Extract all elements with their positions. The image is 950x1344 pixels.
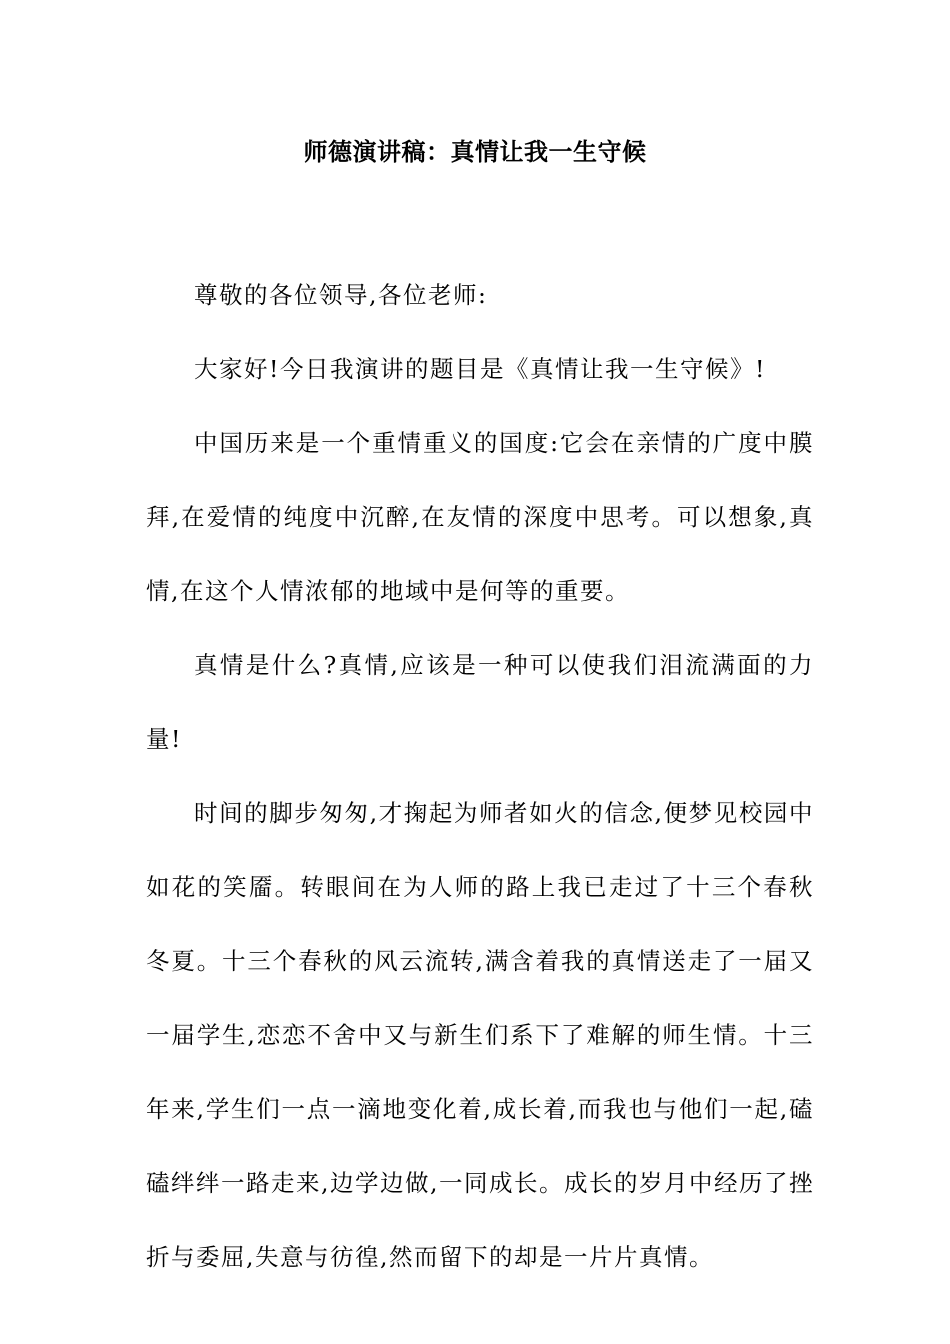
document-title: 师德演讲稿：真情让我一生守候 [303, 137, 647, 166]
paragraph-thirteen-years: 时间的脚步匆匆,才掬起为师者如火的信念,便梦见校园中如花的笑靥。转眼间在为人师的路上我已走过了十三个春秋冬夏。十三个春秋的风云流转,满含着我的真情送走了一届又一届学生,恋恋不舍中又与新生们系下了难解的师生情。十三年来,学生们一点一滴地变化着,成长着,而我也与他们一起,磕磕绊绊一路走来,边学边做,一同成长。成长的岁月中经历了挫折与委屈,失意与彷徨,然而留下的却是一片片真情。 [146, 799, 814, 1271]
document-body [146, 258, 814, 1294]
paragraph-greeting: 尊敬的各位领导,各位老师: [194, 281, 488, 309]
paragraph-intro: 大家好!今日我演讲的题目是《真情让我一生守候》! [194, 355, 766, 383]
paragraph-what-is-truth: 真情是什么?真情,应该是一种可以使我们泪流满面的力量! [146, 651, 814, 753]
paragraph-country: 中国历来是一个重情重义的国度:它会在亲情的广度中膜拜,在爱情的纯度中沉醉,在友情的深度中思考。可以想象,真情,在这个人情浓郁的地域中是何等的重要。 [146, 429, 814, 605]
